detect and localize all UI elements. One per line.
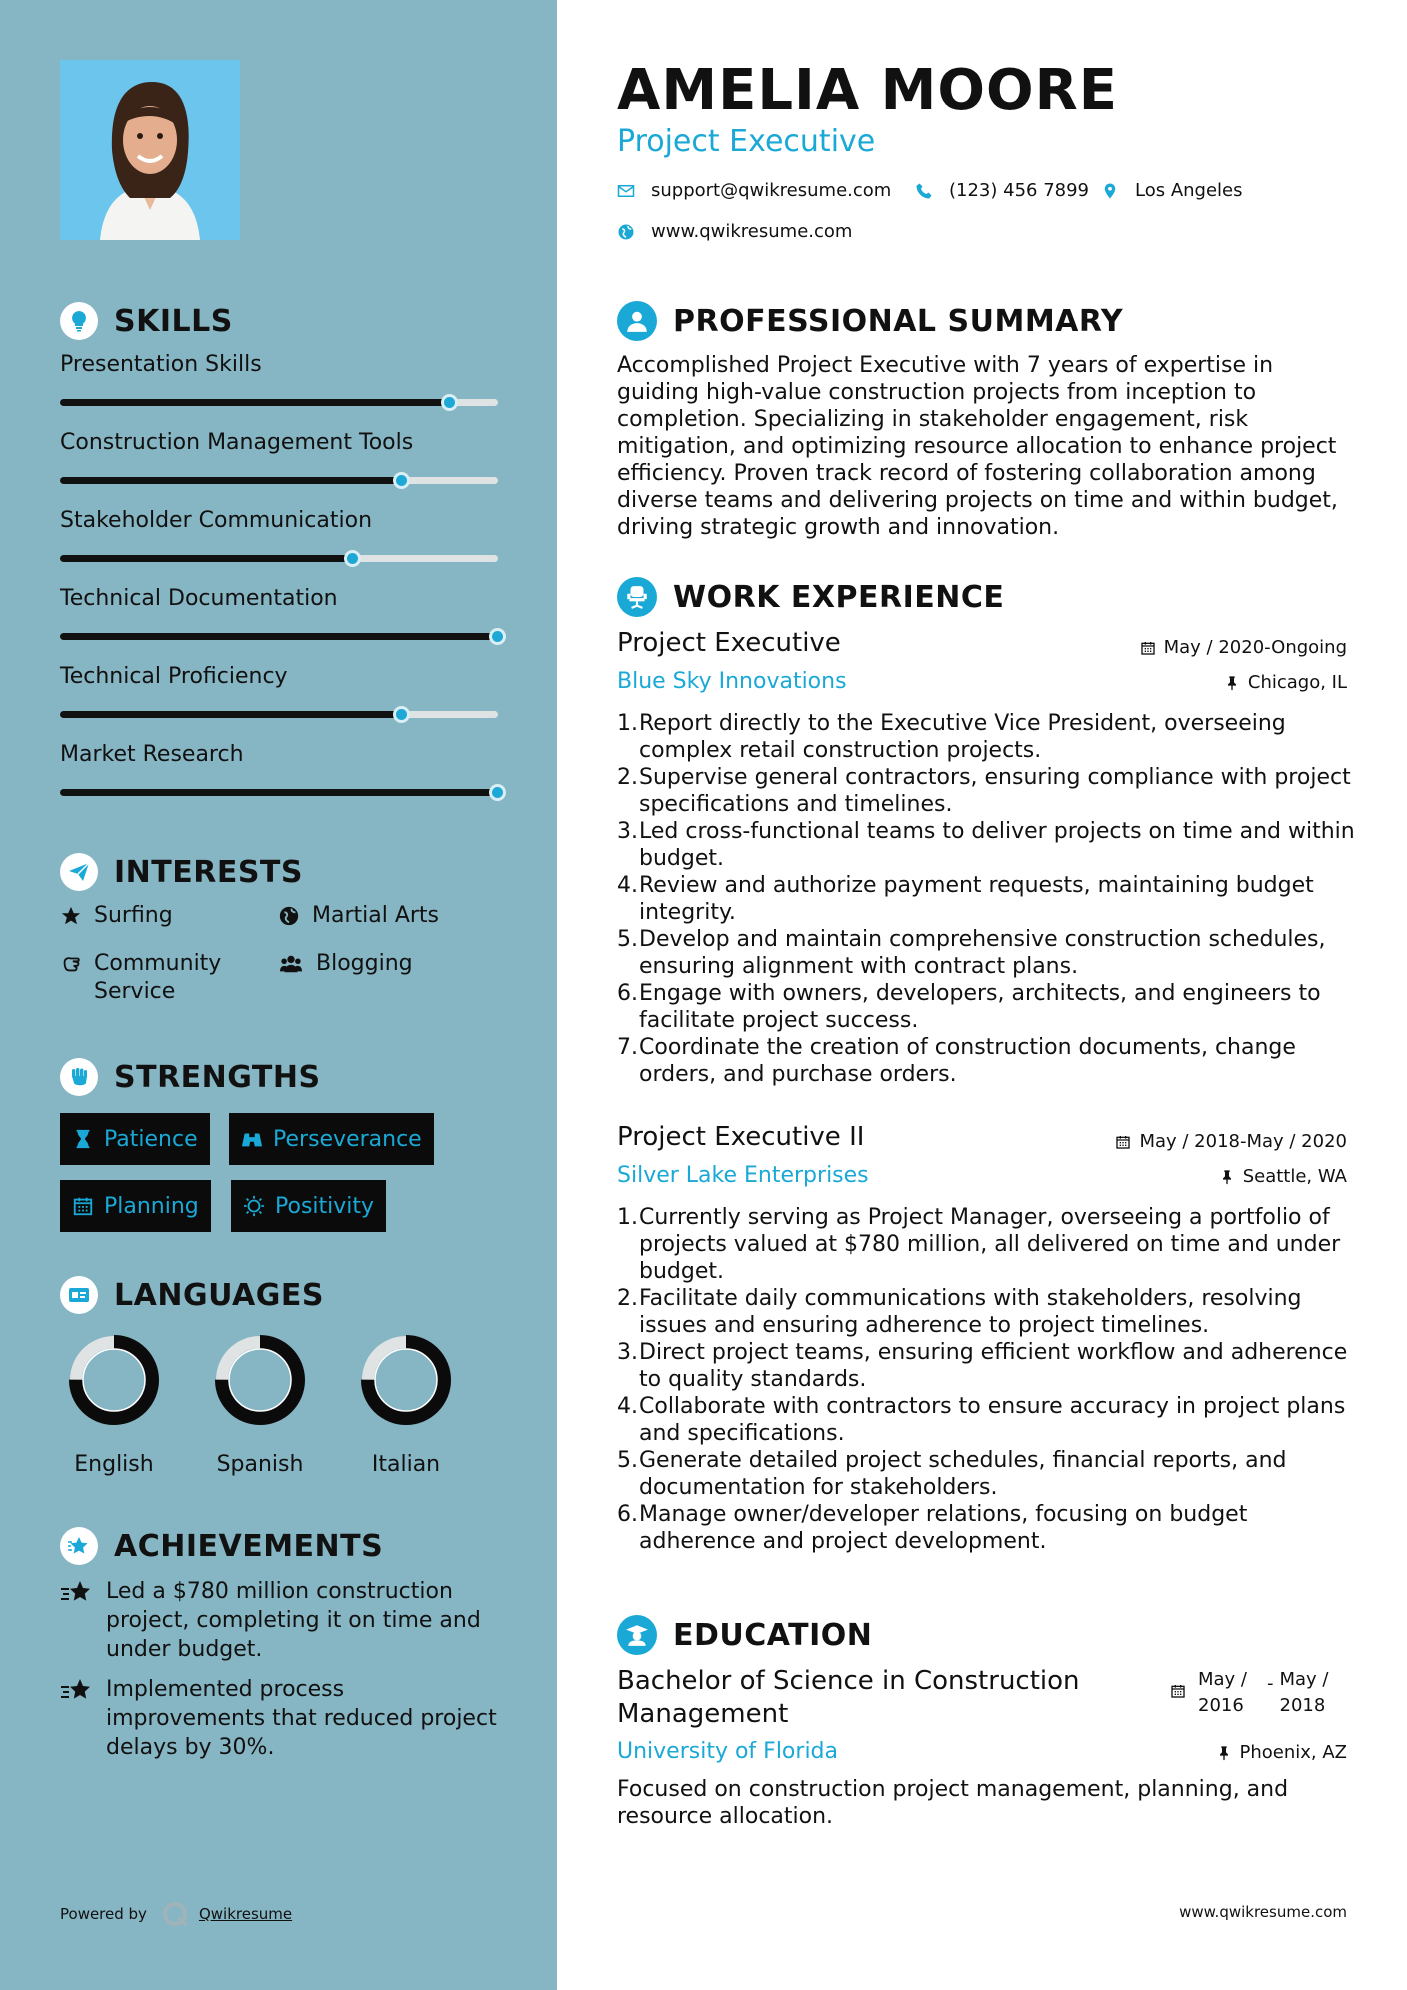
bullet-text: Led cross-functional teams to deliver projects on time and within budget. bbox=[639, 819, 1355, 871]
calendar-icon bbox=[1140, 640, 1156, 656]
education-heading bbox=[617, 1615, 872, 1655]
language-label: English bbox=[74, 1452, 154, 1477]
language-label: Spanish bbox=[216, 1452, 304, 1477]
skill-bar-fill bbox=[60, 477, 402, 484]
skill-bar-fill bbox=[60, 555, 353, 562]
skill-label: Technical Proficiency bbox=[60, 664, 288, 689]
skill-bar-knob bbox=[441, 394, 458, 411]
skill-label: Construction Management Tools bbox=[60, 430, 414, 455]
education-description: Focused on construction project management, planning, and resource allocation. bbox=[617, 1777, 1289, 1829]
phone-text: (123) 456 7899 bbox=[949, 180, 1090, 201]
interests-heading bbox=[60, 853, 303, 891]
skills-title: SKILLS bbox=[114, 303, 233, 339]
job-bullet bbox=[617, 926, 1357, 980]
job-bullets bbox=[617, 1204, 1357, 1555]
summary-text: Accomplished Project Executive with 7 years of expertise in guiding high-value construction projects from inception to completion. Specializing in stakeholder engagement, risk mitigation, and optimizing resource allocation to enhance project efficiency. Proven track record of fostering collaboration among diverse teams and delivering projects on time and within budget, driving strategic growth and innovation. bbox=[617, 353, 1338, 540]
job-location bbox=[1219, 1166, 1347, 1187]
pushpin-icon bbox=[1224, 675, 1240, 691]
users-icon bbox=[278, 953, 304, 975]
education-date-from bbox=[1198, 1667, 1247, 1719]
job-location-text: Chicago, IL bbox=[1247, 672, 1347, 693]
calendar-icon bbox=[1170, 1683, 1186, 1699]
phone-icon bbox=[915, 182, 933, 200]
bullet-number: 2. bbox=[617, 1286, 638, 1311]
education-dates bbox=[1170, 1667, 1329, 1719]
interest-item bbox=[60, 902, 173, 930]
job-location-text: Seattle, WA bbox=[1242, 1166, 1347, 1187]
degree-title: Bachelor of Science in Construction Management bbox=[617, 1666, 1080, 1729]
languages-heading bbox=[60, 1276, 324, 1314]
job-bullet bbox=[617, 764, 1357, 818]
skills-heading bbox=[60, 302, 233, 340]
powered-by-label: Powered by bbox=[60, 1905, 147, 1923]
calendar-icon bbox=[72, 1195, 94, 1217]
job-bullet bbox=[617, 1393, 1357, 1447]
bullet-number: 4. bbox=[617, 1394, 638, 1419]
skill-bar-knob bbox=[393, 706, 410, 723]
achievement-text: Led a $780 million construction project, completing it on time and under budget. bbox=[106, 1579, 481, 1662]
achievements-heading bbox=[60, 1527, 383, 1565]
powered-by bbox=[60, 1900, 292, 1928]
skill-bar bbox=[60, 789, 498, 796]
job-bullet bbox=[617, 1285, 1357, 1339]
job-dates-text: May / 2020-Ongoing bbox=[1163, 637, 1347, 658]
skill-item bbox=[60, 664, 498, 718]
website-text: www.qwikresume.com bbox=[651, 221, 853, 242]
skill-item bbox=[60, 742, 498, 796]
job-title: Project Executive II bbox=[617, 1122, 865, 1152]
language-level-ring bbox=[212, 1332, 308, 1428]
bullet-number: 1. bbox=[617, 711, 638, 736]
job-dates bbox=[1140, 637, 1347, 658]
interest-item bbox=[278, 950, 413, 978]
sidebar bbox=[0, 0, 557, 1990]
map-pin-icon bbox=[1101, 182, 1119, 200]
bullet-number: 3. bbox=[617, 1340, 638, 1365]
job-bullet bbox=[617, 1034, 1357, 1088]
achievement-item bbox=[60, 1577, 500, 1664]
bullet-text: Generate detailed project schedules, financial reports, and documentation for stakeholders. bbox=[639, 1448, 1287, 1500]
skill-bar bbox=[60, 711, 498, 718]
language-ring-inner bbox=[229, 1349, 291, 1411]
skill-bar-knob bbox=[489, 628, 506, 645]
bullet-text: Direct project teams, ensuring efficient workflow and adherence to quality standards. bbox=[639, 1340, 1348, 1392]
bullet-text: Collaborate with contractors to ensure accuracy in project plans and specifications. bbox=[639, 1394, 1346, 1446]
skill-bar-fill bbox=[60, 399, 450, 406]
skill-bar-fill bbox=[60, 789, 498, 796]
skill-bar-knob bbox=[489, 784, 506, 801]
job-location bbox=[1224, 672, 1347, 693]
bullet-number: 1. bbox=[617, 1205, 638, 1230]
experience-heading bbox=[617, 577, 1004, 617]
education-title: EDUCATION bbox=[673, 1617, 873, 1653]
school-name[interactable]: University of Florida bbox=[617, 1739, 838, 1764]
skill-label: Presentation Skills bbox=[60, 352, 262, 377]
bullet-number: 4. bbox=[617, 873, 638, 898]
bullet-number: 2. bbox=[617, 765, 638, 790]
candidate-role: Project Executive bbox=[617, 124, 876, 159]
skill-bar-knob bbox=[393, 472, 410, 489]
language-item bbox=[200, 1332, 320, 1477]
star-badge-icon bbox=[60, 1527, 98, 1565]
achievements-title: ACHIEVEMENTS bbox=[114, 1528, 384, 1564]
interest-label: Surfing bbox=[94, 903, 173, 928]
bullet-text: Engage with owners, developers, architects, and engineers to facilitate project success. bbox=[639, 981, 1321, 1033]
shooting-star-icon bbox=[60, 1675, 94, 1705]
binoculars-icon bbox=[241, 1128, 263, 1150]
interest-label: Community Service bbox=[94, 951, 222, 1004]
bullet-number: 6. bbox=[617, 981, 638, 1006]
bullet-text: Develop and maintain comprehensive construction schedules, ensuring alignment with contract plans. bbox=[639, 927, 1326, 979]
skill-item bbox=[60, 586, 498, 640]
education-date-from-line1: May / bbox=[1198, 1669, 1247, 1690]
interest-label: Martial Arts bbox=[312, 903, 440, 928]
education-date-separator: - bbox=[1267, 1673, 1274, 1694]
skill-bar-knob bbox=[344, 550, 361, 567]
skill-bar bbox=[60, 633, 498, 640]
strength-label: Perseverance bbox=[273, 1126, 422, 1152]
strength-badge bbox=[60, 1180, 211, 1232]
skill-bar bbox=[60, 555, 498, 562]
candidate-name: AMELIA MOORE bbox=[617, 58, 1118, 123]
education-location-text: Phoenix, AZ bbox=[1239, 1742, 1347, 1763]
pushpin-icon bbox=[1216, 1745, 1232, 1761]
globe-icon bbox=[617, 223, 635, 241]
bullet-text: Supervise general contractors, ensuring compliance with project specifications and timelines. bbox=[639, 765, 1351, 817]
bullet-text: Coordinate the creation of construction documents, change orders, and purchase orders. bbox=[639, 1035, 1296, 1087]
education-date-to-line1: May / bbox=[1279, 1669, 1329, 1690]
job-company[interactable]: Blue Sky Innovations bbox=[617, 669, 847, 694]
job-company[interactable]: Silver Lake Enterprises bbox=[617, 1163, 869, 1188]
interests-title: INTERESTS bbox=[114, 854, 303, 890]
contact-location bbox=[1101, 180, 1243, 201]
bullet-text: Report directly to the Executive Vice President, overseeing complex retail construction projects. bbox=[639, 711, 1286, 763]
skill-label: Market Research bbox=[60, 742, 244, 767]
interest-item bbox=[60, 950, 260, 1006]
strengths-title: STRENGTHS bbox=[114, 1059, 321, 1095]
job-bullet bbox=[617, 818, 1357, 872]
hourglass-icon bbox=[72, 1128, 94, 1150]
bullet-text: Facilitate daily communications with stakeholders, resolving issues and ensuring adherence to project timelines. bbox=[639, 1286, 1302, 1338]
job-bullets bbox=[617, 710, 1357, 1088]
qwikresume-link[interactable]: Qwikresume bbox=[198, 1905, 293, 1923]
strength-badge bbox=[60, 1113, 210, 1165]
language-item bbox=[346, 1332, 466, 1477]
globe-icon bbox=[278, 905, 300, 927]
job-dates bbox=[1115, 1131, 1347, 1152]
bullet-text: Currently serving as Project Manager, overseeing a portfolio of projects valued at $780 million, all delivered on time and under budget. bbox=[639, 1205, 1341, 1284]
strength-label: Positivity bbox=[275, 1193, 375, 1219]
summary-heading bbox=[617, 301, 1123, 341]
skill-item bbox=[60, 508, 498, 562]
job-bullet bbox=[617, 1339, 1357, 1393]
sun-icon bbox=[243, 1195, 265, 1217]
strength-label: Patience bbox=[104, 1126, 198, 1152]
skill-label: Stakeholder Communication bbox=[60, 508, 373, 533]
language-card-icon bbox=[60, 1276, 98, 1314]
job-bullet bbox=[617, 1204, 1357, 1285]
location-text: Los Angeles bbox=[1135, 180, 1243, 201]
job-title: Project Executive bbox=[617, 628, 841, 658]
strength-badge bbox=[231, 1180, 386, 1232]
language-ring-inner bbox=[375, 1349, 437, 1411]
experience-title: WORK EXPERIENCE bbox=[673, 579, 1005, 615]
language-level-ring bbox=[66, 1332, 162, 1428]
skill-bar-fill bbox=[60, 633, 498, 640]
fist-icon bbox=[60, 1058, 98, 1096]
email-text: support@qwikresume.com bbox=[651, 180, 892, 201]
hand-icon bbox=[60, 953, 82, 975]
achievement-item bbox=[60, 1675, 500, 1762]
footer-url[interactable]: www.qwikresume.com bbox=[1179, 1903, 1347, 1921]
achievement-text: Implemented process improvements that reduced project delays by 30%. bbox=[106, 1677, 497, 1760]
education-date-to-line2: 2018 bbox=[1279, 1695, 1326, 1716]
bullet-text: Manage owner/developer relations, focusing on budget adherence and project development. bbox=[639, 1502, 1248, 1554]
skill-bar-fill bbox=[60, 711, 402, 718]
job-dates-text: May / 2018-May / 2020 bbox=[1139, 1131, 1347, 1152]
bullet-number: 5. bbox=[617, 1448, 638, 1473]
skill-bar bbox=[60, 399, 498, 406]
user-icon bbox=[617, 301, 657, 341]
skill-label: Technical Documentation bbox=[60, 586, 338, 611]
bullet-number: 3. bbox=[617, 819, 638, 844]
office-chair-icon bbox=[617, 577, 657, 617]
education-date-to bbox=[1280, 1667, 1329, 1719]
contact-email[interactable] bbox=[617, 180, 891, 201]
skill-bar bbox=[60, 477, 498, 484]
contact-phone[interactable] bbox=[915, 180, 1089, 201]
contact-website[interactable] bbox=[617, 221, 852, 242]
education-date-from-line2: 2016 bbox=[1198, 1695, 1244, 1716]
profile-photo bbox=[60, 60, 240, 240]
star-icon bbox=[60, 905, 82, 927]
job-bullet bbox=[617, 980, 1357, 1034]
paper-plane-icon bbox=[60, 853, 98, 891]
shooting-star-icon bbox=[60, 1577, 94, 1607]
skill-item bbox=[60, 352, 498, 406]
language-level-ring bbox=[358, 1332, 454, 1428]
main-content bbox=[557, 0, 1407, 1990]
bullet-text: Review and authorize payment requests, maintaining budget integrity. bbox=[639, 873, 1314, 925]
strengths-heading bbox=[60, 1058, 321, 1096]
strength-label: Planning bbox=[104, 1193, 199, 1219]
bullet-number: 5. bbox=[617, 927, 638, 952]
language-label: Italian bbox=[371, 1452, 441, 1477]
qwikresume-logo-icon bbox=[161, 1900, 189, 1928]
bullet-number: 7. bbox=[617, 1035, 638, 1060]
calendar-icon bbox=[1115, 1134, 1131, 1150]
education-location bbox=[1216, 1742, 1348, 1763]
skill-item bbox=[60, 430, 498, 484]
job-bullet bbox=[617, 872, 1357, 926]
pushpin-icon bbox=[1219, 1169, 1235, 1185]
bullet-number: 6. bbox=[617, 1502, 638, 1527]
job-bullet bbox=[617, 1447, 1357, 1501]
interest-item bbox=[278, 902, 439, 930]
languages-title: LANGUAGES bbox=[114, 1277, 324, 1313]
strength-badge bbox=[229, 1113, 434, 1165]
job-bullet bbox=[617, 710, 1357, 764]
lightbulb-icon bbox=[60, 302, 98, 340]
interest-label: Blogging bbox=[316, 951, 413, 976]
language-item bbox=[54, 1332, 174, 1477]
job-bullet bbox=[617, 1501, 1357, 1555]
summary-title: PROFESSIONAL SUMMARY bbox=[673, 303, 1124, 339]
envelope-icon bbox=[617, 182, 635, 200]
language-ring-inner bbox=[83, 1349, 145, 1411]
graduate-icon bbox=[617, 1615, 657, 1655]
